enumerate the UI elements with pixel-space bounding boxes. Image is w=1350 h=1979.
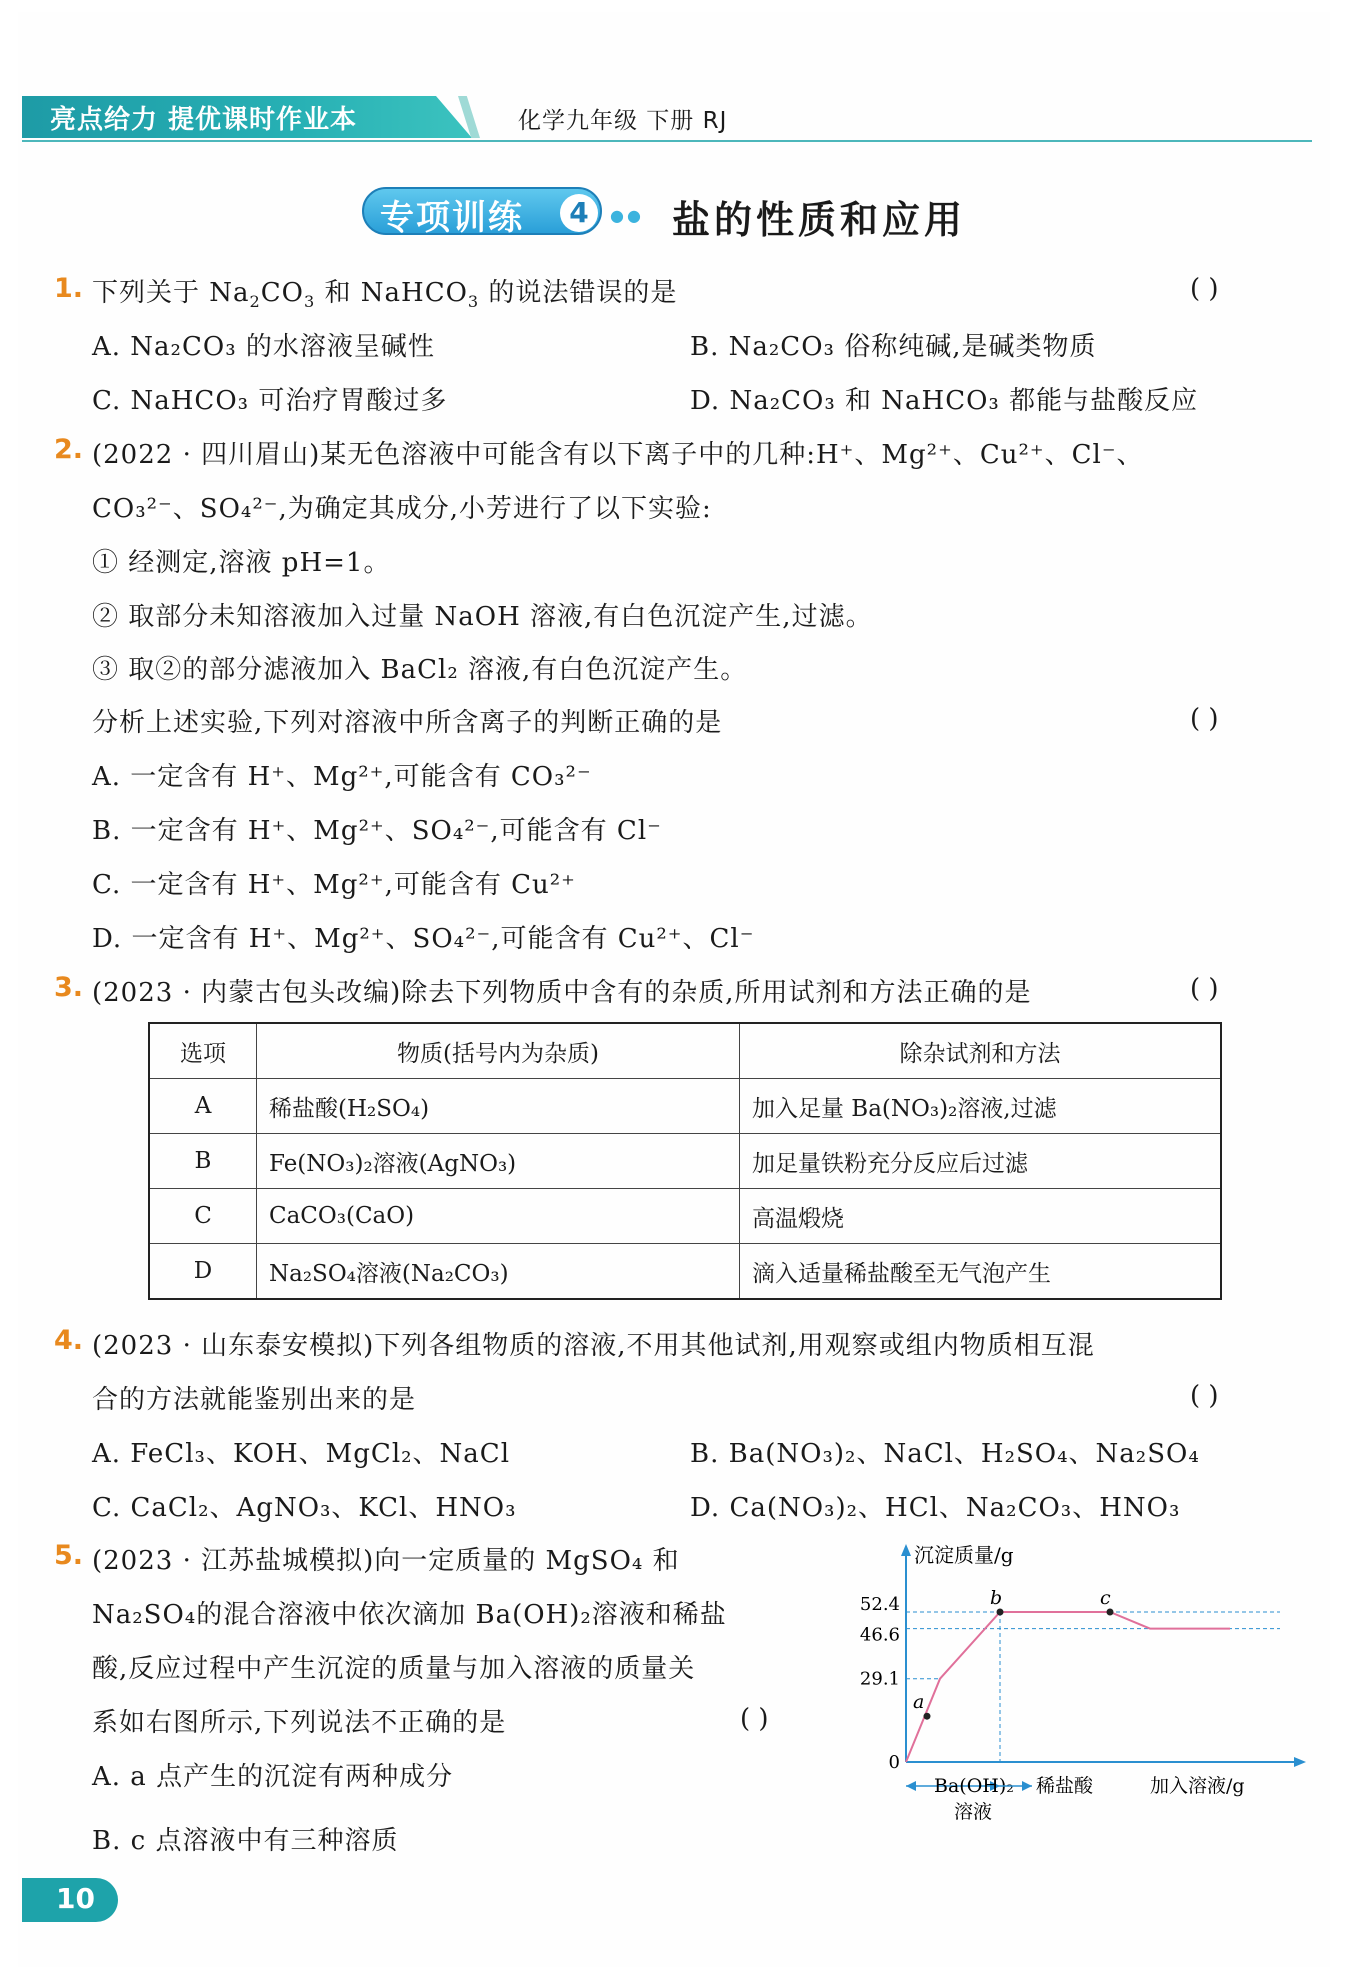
q5-answer-paren: ( ) <box>740 1704 769 1734</box>
topic-number: 4 <box>560 194 598 232</box>
data-point <box>1107 1609 1114 1616</box>
y-tick-label: 46.6 <box>859 1624 900 1646</box>
x-axis-label: 加入溶液/g <box>1150 1775 1245 1797</box>
q3-table <box>148 1022 1222 1300</box>
q2-answer-paren: ( ) <box>1190 704 1219 734</box>
series-line <box>906 1612 1230 1762</box>
decorative-dots-icon: ●● <box>610 206 644 225</box>
segment-label-hcl: 稀盐酸 <box>1036 1775 1094 1797</box>
header-divider <box>22 140 1312 142</box>
data-point <box>997 1609 1004 1616</box>
table-cell: Na₂SO₄溶液(Na₂CO₃) <box>257 1244 740 1300</box>
q4-line2: 合的方法就能鉴别出来的是 <box>92 1385 417 1415</box>
q5-line3: 酸,反应过程中产生沉淀的质量与加入溶液的质量关 <box>92 1654 696 1684</box>
data-point <box>924 1713 931 1720</box>
q1-option-a: A. Na₂CO₃ 的水溶液呈碱性 <box>92 332 435 362</box>
table-cell: 滴入适量稀盐酸至无气泡产生 <box>740 1244 1222 1300</box>
table-header-row <box>149 1023 1221 1079</box>
table-cell: B <box>149 1134 257 1189</box>
q1-option-c: C. NaHCO₃ 可治疗胃酸过多 <box>92 386 448 416</box>
table-row <box>149 1134 1221 1189</box>
segment-label-solution: 溶液 <box>954 1801 993 1823</box>
y-tick-label: 29.1 <box>859 1668 900 1690</box>
q4-option-c: C. CaCl₂、AgNO₃、KCl、HNO₃ <box>92 1493 517 1523</box>
x-axis-arrow-icon <box>1294 1757 1306 1767</box>
q3-number: 3. <box>54 972 84 1003</box>
table-header: 除杂试剂和方法 <box>740 1023 1222 1079</box>
table-cell: Fe(NO₃)₂溶液(AgNO₃) <box>257 1134 740 1189</box>
q2-step1: ① 经测定,溶液 pH=1。 <box>92 548 391 578</box>
q2-line2: CO₃²⁻、SO₄²⁻,为确定其成分,小芳进行了以下实验: <box>92 494 712 524</box>
q2-option-b: B. 一定含有 H⁺、Mg²⁺、SO₄²⁻,可能含有 Cl⁻ <box>92 816 662 846</box>
q2-line1: (2022 · 四川眉山)某无色溶液中可能含有以下离子中的几种:H⁺、Mg²⁺、Cu²⁺、Cl⁻、 <box>92 440 1144 470</box>
table-cell: A <box>149 1079 257 1134</box>
table-cell: 稀盐酸(H₂SO₄) <box>257 1079 740 1134</box>
segment-arrow-right-icon <box>1022 1781 1032 1791</box>
table-cell: D <box>149 1244 257 1300</box>
table-header: 选项 <box>149 1023 257 1079</box>
q2-number: 2. <box>54 434 84 465</box>
y-tick-label: 0 <box>888 1752 900 1773</box>
table-cell: 高温煅烧 <box>740 1189 1222 1244</box>
q5-line4: 系如右图所示,下列说法不正确的是 <box>92 1708 507 1738</box>
table-cell: CaCO₃(CaO) <box>257 1189 740 1244</box>
table-cell: C <box>149 1189 257 1244</box>
page-number: 10 <box>56 1882 95 1915</box>
q3-stem: (2023 · 内蒙古包头改编)除去下列物质中含有的杂质,所用试剂和方法正确的是 <box>92 978 1032 1008</box>
q1-option-d: D. Na₂CO₃ 和 NaHCO₃ 都能与盐酸反应 <box>690 386 1199 416</box>
q2-option-c: C. 一定含有 H⁺、Mg²⁺,可能含有 Cu²⁺ <box>92 870 576 900</box>
segment-arrow-left-icon <box>906 1781 916 1791</box>
y-tick-label: 52.4 <box>859 1594 900 1615</box>
topic-label: 专项训练 <box>380 198 524 238</box>
q5-option-b: B. c 点溶液中有三种溶质 <box>92 1826 399 1856</box>
q2-step2: ② 取部分未知溶液加入过量 NaOH 溶液,有白色沉淀产生,过滤。 <box>92 602 873 632</box>
q4-option-d: D. Ca(NO₃)₂、HCl、Na₂CO₃、HNO₃ <box>690 1493 1181 1523</box>
segment-label-baoh2: Ba(OH)₂ <box>934 1775 1014 1797</box>
point-label: b <box>990 1587 1003 1609</box>
q2-question: 分析上述实验,下列对溶液中所含离子的判断正确的是 <box>92 708 723 738</box>
grade-label: 化学九年级 下册 RJ <box>518 108 728 134</box>
point-label: c <box>1100 1587 1111 1609</box>
q5-chart <box>850 1540 1310 1830</box>
table-cell: 加入足量 Ba(NO₃)₂溶液,过滤 <box>740 1079 1222 1134</box>
table-row <box>149 1189 1221 1244</box>
y-axis-label: 沉淀质量/g <box>914 1543 1014 1567</box>
q5-option-a: A. a 点产生的沉淀有两种成分 <box>92 1762 454 1792</box>
y-axis-arrow-icon <box>901 1544 911 1556</box>
book-title: 亮点给力 提优课时作业本 <box>50 105 358 135</box>
q4-number: 4. <box>54 1325 84 1356</box>
q4-option-b: B. Ba(NO₃)₂、NaCl、H₂SO₄、Na₂SO₄ <box>690 1439 1200 1469</box>
table-header: 物质(括号内为杂质) <box>257 1023 740 1079</box>
page-title: 盐的性质和应用 <box>672 197 967 242</box>
table-row <box>149 1079 1221 1134</box>
q5-line2: Na₂SO₄的混合溶液中依次滴加 Ba(OH)₂溶液和稀盐 <box>92 1600 727 1630</box>
q4-line1: (2023 · 山东泰安模拟)下列各组物质的溶液,不用其他试剂,用观察或组内物质相互混 <box>92 1331 1095 1361</box>
q1-number: 1. <box>54 273 84 304</box>
q2-step3: ③ 取②的部分滤液加入 BaCl₂ 溶液,有白色沉淀产生。 <box>92 655 748 685</box>
q4-option-a: A. FeCl₃、KOH、MgCl₂、NaCl <box>92 1439 511 1469</box>
q1-option-b: B. Na₂CO₃ 俗称纯碱,是碱类物质 <box>690 332 1097 362</box>
q3-answer-paren: ( ) <box>1190 974 1219 1004</box>
q5-line1: (2023 · 江苏盐城模拟)向一定质量的 MgSO₄ 和 <box>92 1546 680 1576</box>
point-label: a <box>913 1691 925 1714</box>
q1-answer-paren: ( ) <box>1190 274 1219 304</box>
q2-option-a: A. 一定含有 H⁺、Mg²⁺,可能含有 CO₃²⁻ <box>92 762 592 792</box>
q4-answer-paren: ( ) <box>1190 1381 1219 1411</box>
table-row <box>149 1244 1221 1300</box>
q5-number: 5. <box>54 1540 84 1571</box>
q1-stem: 下列关于 $Na_2CO_3$ 和 NaHCO$_3$ 的说法错误的是 <box>92 278 678 312</box>
q2-option-d: D. 一定含有 H⁺、Mg²⁺、SO₄²⁻,可能含有 Cu²⁺、Cl⁻ <box>92 924 755 954</box>
table-cell: 加足量铁粉充分反应后过滤 <box>740 1134 1222 1189</box>
